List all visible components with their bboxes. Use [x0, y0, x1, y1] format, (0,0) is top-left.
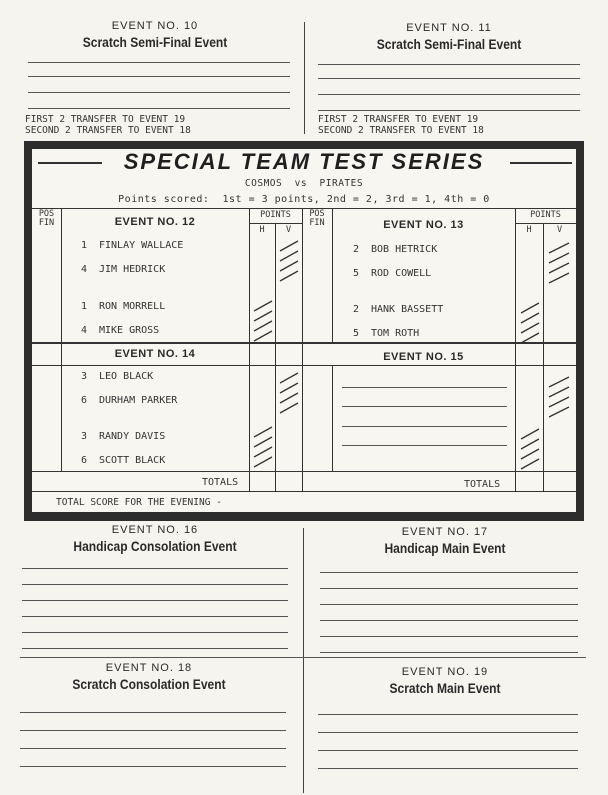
h-header-right: H [526, 225, 532, 235]
event-15-title: EVENT NO. 15 [383, 351, 464, 363]
event14-rule-bottom [32, 365, 576, 366]
pos-fin-header-left: POS FIN [38, 209, 55, 228]
event-title: Scratch Semi-Final Event [82, 34, 228, 50]
table-row: 4 JIM HEDRICK [81, 264, 166, 275]
write-line [28, 76, 290, 77]
event-title: Handicap Consolation Event [73, 538, 237, 554]
table-row: 1 RON MORRELL [81, 301, 166, 312]
tally-marks-event15-v [546, 375, 572, 419]
write-line [22, 600, 288, 601]
table-top-rule [32, 208, 576, 209]
transfer-note: FIRST 2 TRANSFER TO EVENT 19 SECOND 2 TRANSFER TO EVENT 18 [25, 114, 191, 136]
event-number: EVENT NO. 19 [401, 666, 489, 678]
table-row: 4 MIKE GROSS [81, 325, 160, 336]
event-title: Handicap Main Event [384, 540, 506, 556]
write-line [342, 406, 507, 407]
write-line [320, 588, 578, 589]
write-line [342, 426, 507, 427]
event-10-block [20, 20, 290, 50]
points-header-right: POINTS [530, 210, 561, 220]
write-line [28, 62, 290, 63]
event-12-title: EVENT NO. 12 [114, 216, 196, 228]
special-team-box [24, 141, 584, 521]
tally-marks-event13-v [546, 241, 572, 285]
hv-rule-left [249, 223, 302, 224]
table-row: 2 BOB HETRICK [353, 244, 438, 255]
write-line [22, 632, 288, 633]
transfer-note: FIRST 2 TRANSFER TO EVENT 19 SECOND 2 TRANSFER TO EVENT 18 [318, 114, 484, 136]
write-line [20, 730, 286, 731]
mid-col [302, 208, 303, 491]
write-line [20, 748, 286, 749]
event-16-block [20, 524, 290, 554]
table-row: 6 SCOTT BLACK [81, 455, 166, 466]
event-11-block [318, 22, 580, 52]
h-header-left: H [259, 225, 265, 235]
tally-marks-event14-v [277, 371, 301, 415]
event-number: EVENT NO. 17 [401, 526, 489, 538]
tally-marks-event12-h [251, 299, 275, 343]
table-row: 1 FINLAY WALLACE [81, 240, 184, 251]
points-rule: Points scored: 1st = 3 points, 2nd = 2, 3rd = 1, 4th = 0 [118, 194, 490, 205]
write-line [320, 604, 578, 605]
write-line [28, 92, 290, 93]
hv-rule-right [515, 223, 576, 224]
table-row: 3 RANDY DAVIS [81, 431, 166, 442]
write-line [318, 714, 578, 715]
table-row: 5 ROD COWELL [353, 268, 432, 279]
event-13-title: EVENT NO. 13 [383, 219, 464, 231]
event-number: EVENT NO. 10 [111, 20, 199, 32]
write-line [20, 712, 286, 713]
totals-label-right: TOTALS [464, 479, 501, 490]
points-header-left: POINTS [260, 210, 291, 220]
write-line [320, 652, 578, 653]
event-17-block [310, 526, 580, 556]
special-title: SPECIAL TEAM TEST SERIES [123, 149, 485, 174]
event-title: Scratch Semi-Final Event [376, 36, 522, 52]
write-line [318, 94, 580, 95]
event-title: Scratch Consolation Event [72, 676, 226, 692]
event-14-title: EVENT NO. 14 [114, 348, 196, 360]
tally-marks-event15-h [518, 427, 542, 471]
write-line [342, 387, 507, 388]
table-row: 2 HANK BASSETT [353, 304, 444, 315]
write-line [320, 572, 578, 573]
hv-col-left [275, 223, 276, 491]
points-col-right [515, 208, 516, 491]
table-row: 3 LEO BLACK [81, 371, 154, 382]
event-19-block [310, 666, 580, 696]
tally-marks-event12-v [277, 239, 301, 283]
v-header-right: V [556, 225, 563, 235]
write-line [28, 108, 290, 109]
teams-label: COSMOS vs PIRATES [244, 178, 364, 189]
event14-rule-top [32, 342, 576, 344]
write-line [318, 64, 580, 65]
points-col-left [249, 208, 250, 491]
write-line [318, 732, 578, 733]
totals-rule [32, 471, 576, 472]
center-divider-bottom [303, 528, 304, 793]
center-divider-top [304, 22, 305, 134]
section-separator [20, 657, 586, 658]
banner-rule-right [510, 162, 572, 164]
pos-col-left [61, 208, 62, 471]
write-line [342, 445, 507, 446]
total-score-label: TOTAL SCORE FOR THE EVENING - [56, 497, 222, 508]
write-line [318, 768, 578, 769]
event-number: EVENT NO. 18 [105, 662, 193, 674]
write-line [22, 568, 288, 569]
pos-col-right-2 [332, 365, 333, 471]
totals-label-left: TOTALS [202, 477, 239, 488]
event-number: EVENT NO. 11 [406, 22, 492, 34]
event-title: Scratch Main Event [389, 680, 501, 696]
write-line [22, 584, 288, 585]
write-line [318, 78, 580, 79]
table-row: 5 TOM ROTH [353, 328, 420, 339]
special-team-inner [32, 149, 576, 512]
table-row: 6 DURHAM PARKER [81, 395, 178, 406]
hv-col-right [543, 223, 544, 491]
v-header-left: V [285, 225, 292, 235]
event-18-block [14, 662, 284, 692]
write-line [22, 648, 288, 649]
write-line [320, 636, 578, 637]
tally-marks-event14-h [251, 425, 275, 469]
pos-fin-header-right: POS FIN [309, 209, 325, 228]
write-line [318, 750, 578, 751]
tally-marks-event13-h [518, 301, 542, 345]
total-score-rule [32, 491, 576, 492]
write-line [20, 766, 286, 767]
event-number: EVENT NO. 16 [111, 524, 199, 536]
write-line [318, 110, 580, 111]
write-line [22, 616, 288, 617]
write-line [320, 620, 578, 621]
